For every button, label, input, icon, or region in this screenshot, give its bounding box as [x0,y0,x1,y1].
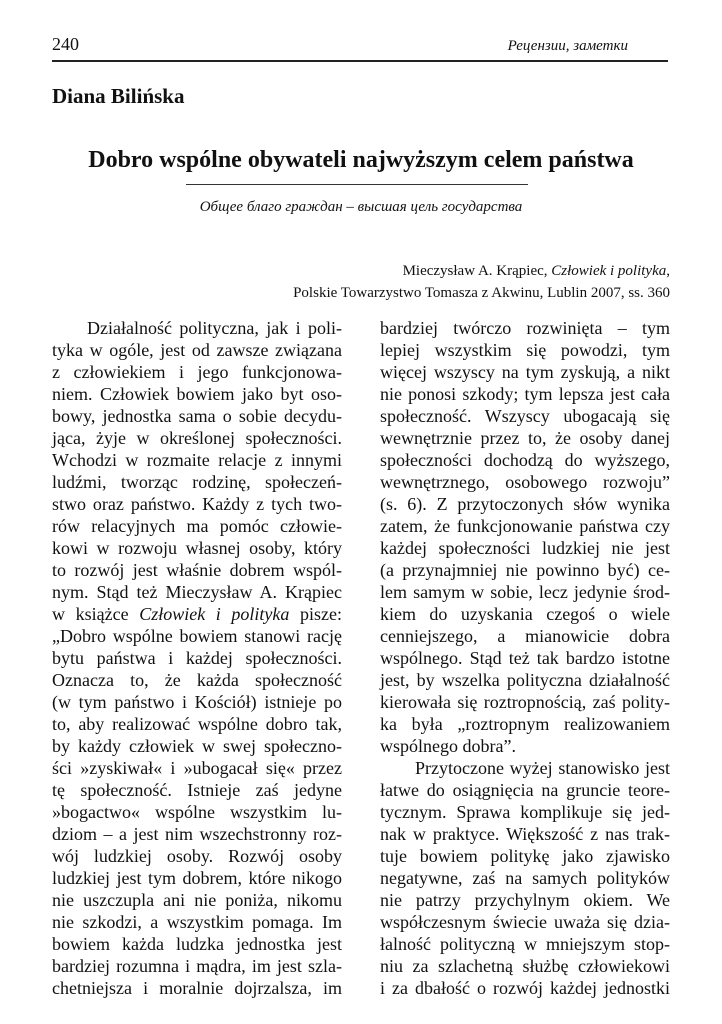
text-line: stwo oraz państwo. Każdy z tych two- [52,494,342,514]
text-line: ludźmi, tworząc rodzinę, społeczeń- [52,472,342,492]
article-title: Dobro wspólne obywateli najwyższym celem państwa [88,147,634,173]
citation-line-1 [293,260,670,282]
text-line: (s. 6). Z przytoczonych słów wynika [380,494,670,514]
text-line: wspólnego. Stąd też tak bardzo istotne [380,648,670,668]
text-line: „Dobro wspólne bowiem stanowi rację [52,626,342,646]
text-line: nie patrzy przychylnym okiem. We [380,890,670,910]
text-line: jąca, żyje w określonej społeczności. [52,428,342,448]
text-line: wewnętrznie przez to, że osoby danej [380,428,670,448]
text-line: ści »zyskiwał« i »ubogacał się« przez [52,758,342,778]
text-line: rów relacyjnych ma pomóc człowie- [52,516,342,536]
text-line: tyka w ogóle, jest od zawsze związana [52,340,342,360]
text-line: łalność polityczną w mniejszym stop- [380,934,670,954]
text-line: kierowała się roztropnością, zaś polity- [380,692,670,712]
text-line: bytu państwa i każdej społeczności. [52,648,342,668]
text-line: nie uszczupla ani nie poniża, nikomu [52,890,342,910]
text-line: to, aby realizować wspólne dobro tak, [52,714,342,734]
text-line: nie ponosi szkody; tym lepsza jest cała [380,384,670,404]
text-line: zatem, że funkcjonowanie państwa czy [380,516,670,536]
book-title-italic: Człowiek i polityka [139,604,290,624]
text-line: jest, by wszelka polityczna działalność [380,670,670,690]
text-line: wspólnego dobra”. [380,736,516,756]
text-line: ludzkiej jest tym dobrem, które nikogo [52,868,342,888]
text-line: Wchodzi w rozmaite relacje z innymi [52,450,342,470]
text-line: (w tym państwo i Kościół) istnieje po [52,692,342,712]
text-line: niem. Człowiek bowiem jako byt oso- [52,384,342,404]
text-fragment: pisze: [289,604,342,624]
text-line: więcej wszyscy na tym zyskują, a nikt [380,362,670,382]
text-line: »bogactwo« wspólne wszystkim lu- [52,802,342,822]
citation-line-2: Polskie Towarzystwo Tomasza z Akwinu, Lublin 2007, ss. 360 [293,285,670,301]
text-line: i za dbałość o rozwój każdej jednostki [380,978,670,998]
left-column [52,317,342,999]
text-line: społeczności dochodzą do wyższego, [380,450,670,470]
text-line: z człowiekiem i jego funkcjonowa- [52,362,342,382]
text-line: kowi w rozwoju własnej osoby, który [52,538,342,558]
text-line: Oznacza to, że każda społeczność [52,670,342,690]
text-line: to rozwój jest właśnie dobrem wspól- [52,560,342,580]
text-line: nie szkodzi, a wszystkim pomaga. Im [52,912,342,932]
citation-author: Mieczysław A. Krąpiec, [402,263,552,279]
author-name: Diana Bilińska [52,84,185,108]
text-line: ka była „roztropnym realizowaniem [380,714,670,734]
text-line: nak w praktyce. Większość z nas trak- [380,824,670,844]
text-line: wój ludzkiej osoby. Rozwój osoby [52,846,342,866]
text-line: Działalność polityczna, jak i poli- [87,318,342,338]
text-line: dziom – a jest nim wszechstronny roz- [52,824,342,844]
text-line: kiem do uzyskania czegoś o wiele [380,604,670,624]
text-line: niu za szlachetną służbę człowiekowi [380,956,670,976]
right-column [380,317,670,999]
text-line: negatywne, zaś na samych polityków [380,868,670,888]
citation-book-title: Człowiek i polityka [551,263,667,279]
text-line-italic-title [52,603,342,625]
text-line: bowiem każda ludzka jednostka jest [52,934,342,954]
book-citation [293,260,670,304]
text-line: lem samym w sobie, lecz jedynie środ- [380,582,670,602]
running-head: Рецензии, заметки [507,38,628,54]
text-line: cenniejszego, a mianowicie dobra [380,626,670,646]
text-fragment: w książce [52,604,140,624]
text-line: wewnętrznego, osobowego rozwoju” [380,472,670,492]
text-line: (a przynajmniej nie powinno być) ce- [380,560,670,580]
text-line: bardziej twórczo rozwinięta – tym [380,318,670,338]
text-line: lepiej wszystkim się powodzi, tym [380,340,670,360]
text-line: każdej społeczności ludzkiej nie jest [380,538,670,558]
text-line: tycznym. Sprawa komplikuje się jed- [380,802,670,822]
page-header [52,30,668,62]
title-divider [186,184,528,185]
text-line: Przytoczone wyżej stanowisko jest [415,758,670,778]
text-line: by każdy człowiek w swej społeczno- [52,736,342,756]
text-line: społeczność. Wszyscy ubogacają się [380,406,670,426]
text-line: tę społeczność. Istnieje zaś jedyne [52,780,342,800]
article-subtitle: Общее благо граждан – высшая цель государства [199,199,523,215]
text-line: współczesnym świecie uważa się dzia- [380,912,670,932]
text-line: chetniejsza i moralnie dojrzalsza, im [52,978,342,998]
page-number: 240 [52,34,79,54]
text-line: bardziej rozumna i mądra, im jest szla- [52,956,342,976]
text-line: bowy, jednostka sama o sobie decydu- [52,406,342,426]
text-line: tuje bowiem politykę jako zjawisko [380,846,670,866]
text-line: nym. Stąd też Mieczysław A. Krąpiec [52,582,342,602]
text-line: łatwe do osiągnięcia na gruncie teore- [380,780,670,800]
citation-comma: , [666,263,670,279]
